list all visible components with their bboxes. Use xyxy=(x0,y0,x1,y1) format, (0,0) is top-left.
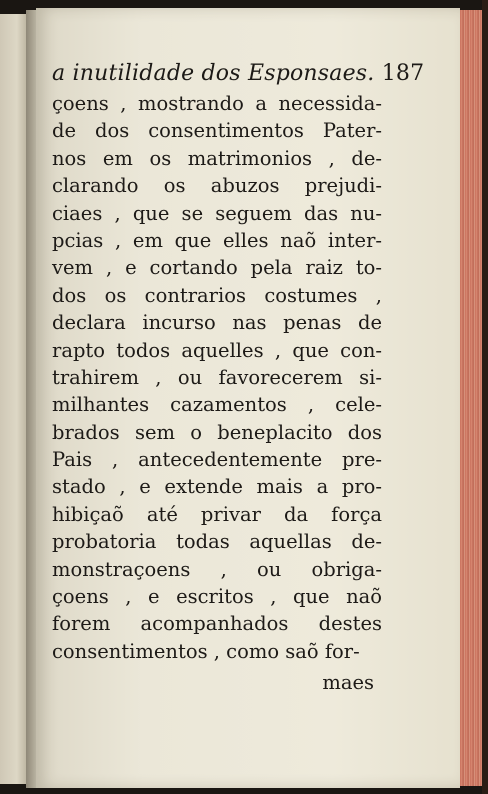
text-line: consentimentos , como saõ for- xyxy=(52,639,360,663)
text-line: brados sem o beneplacito dos xyxy=(52,420,382,444)
red-page-edges xyxy=(460,10,482,786)
dark-border xyxy=(482,0,488,794)
text-line: forem acompanhados destes xyxy=(52,612,382,636)
text-line: pcias , em que elles naõ inter- xyxy=(52,228,382,252)
page-text xyxy=(52,60,425,697)
running-head-title: a inutilidade dos Esponsaes. xyxy=(52,61,375,86)
text-line: dos os contrarios costumes , xyxy=(52,283,382,307)
text-line: ciaes , que se seguem das nu- xyxy=(52,201,382,225)
left-page-edge xyxy=(0,14,28,784)
running-header xyxy=(52,60,425,90)
text-line: de dos consentimentos Pater- xyxy=(52,119,382,143)
catchword: maes xyxy=(322,671,374,695)
text-line: trahirem , ou favorecerem si- xyxy=(52,365,382,389)
text-line: hibiçaõ até privar da força xyxy=(52,502,382,526)
text-line: milhantes cazamentos , cele- xyxy=(52,393,382,417)
text-line: nos em os matrimonios , de- xyxy=(52,146,382,170)
text-line: vem , e cortando pela raiz to- xyxy=(52,256,382,280)
text-line: stado , e extende mais a pro- xyxy=(52,475,382,499)
text-line: probatoria todas aquellas de- xyxy=(52,530,382,554)
body-lines xyxy=(52,90,382,665)
text-line: çoens , e escritos , que naõ xyxy=(52,585,382,609)
text-line: rapto todos aquelles , que con- xyxy=(52,338,382,362)
text-line: Pais , antecedentemente pre- xyxy=(52,448,382,472)
text-line: monstraçoens , ou obriga- xyxy=(52,557,382,581)
text-line: declara incurso nas penas de xyxy=(52,311,382,335)
text-line: clarando os abuzos prejudi- xyxy=(52,174,382,198)
text-line: çoens , mostrando a necessida- xyxy=(52,92,382,115)
page-number: 187 xyxy=(381,61,425,86)
